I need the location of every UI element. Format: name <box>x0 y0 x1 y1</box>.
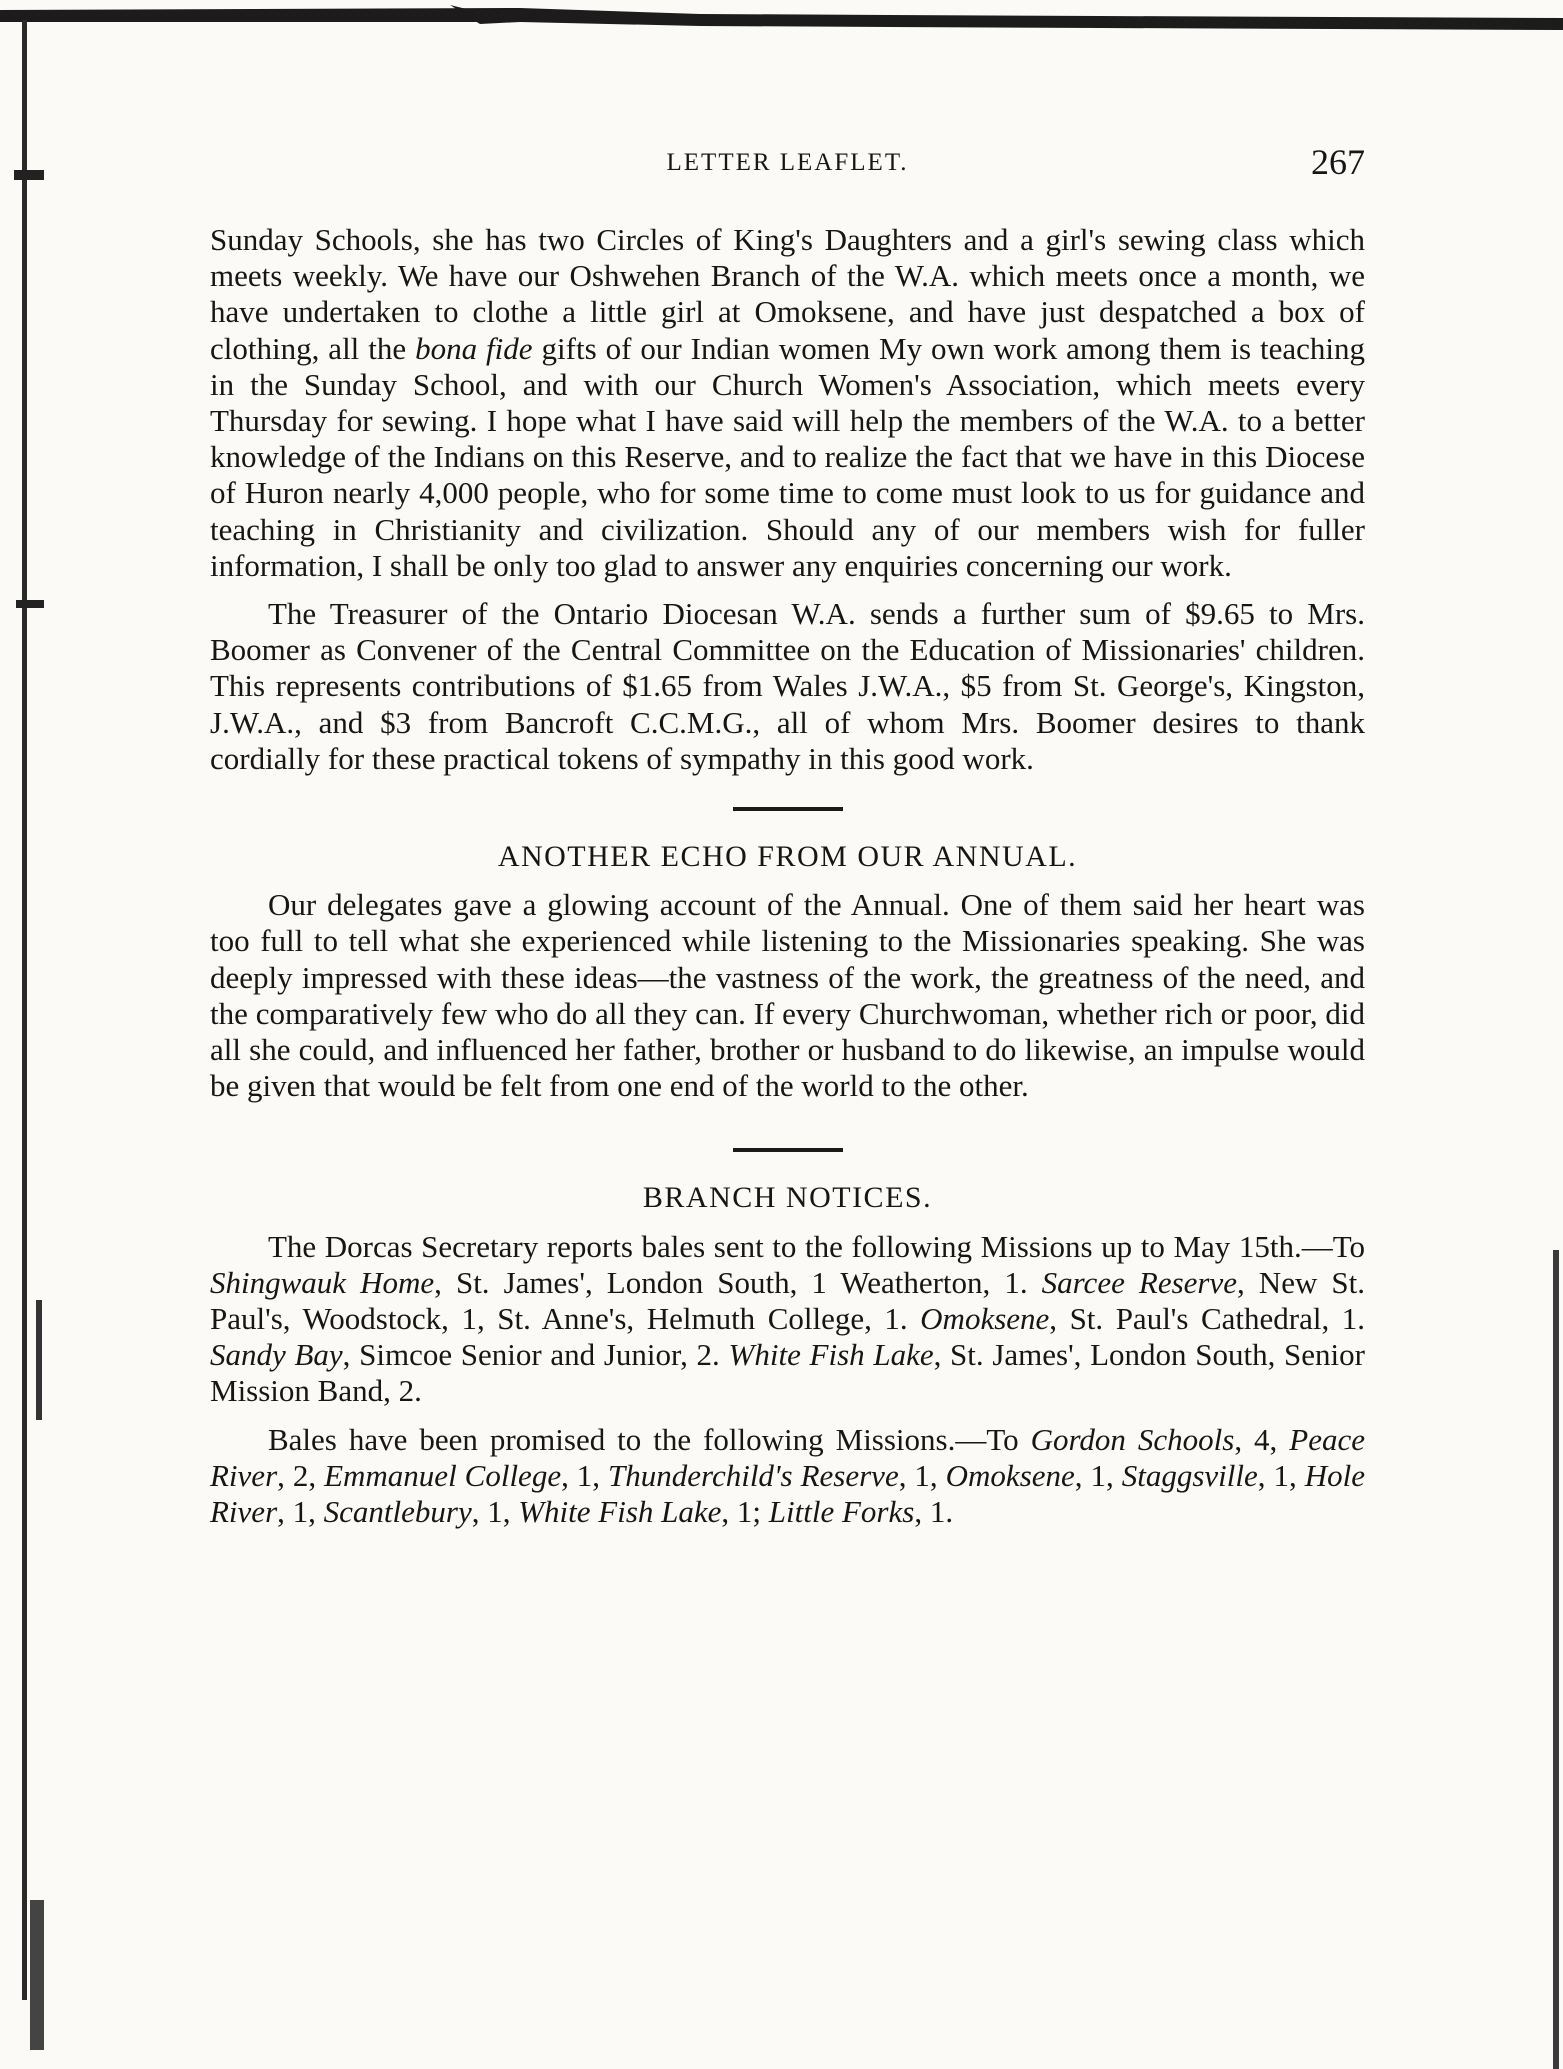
mission-name: Shingwauk Home <box>210 1264 435 1300</box>
notice-text: , 1; <box>721 1494 769 1530</box>
right-page-edge <box>1543 1250 1563 2069</box>
mission-name: Sarcee Reserve <box>1041 1264 1237 1300</box>
notice-text: , 1, <box>561 1457 609 1493</box>
mission-name: Thunderchild's Reserve <box>608 1457 899 1493</box>
mission-name: Little Forks <box>768 1494 915 1530</box>
mission-name: White Fish Lake <box>728 1337 934 1373</box>
continued-paragraph <box>210 222 1365 584</box>
page-body <box>210 222 1365 1530</box>
mission-name: Peace River <box>210 1421 1365 1493</box>
section-title-another-echo: ANOTHER ECHO FROM OUR ANNUAL. <box>497 840 1078 874</box>
mission-name: Omoksene <box>920 1301 1050 1337</box>
top-border-rule <box>0 0 1563 40</box>
treasurer-paragraph: The Treasurer of the Ontario Diocesan W.A. sends a further sum of $9.65 to Mrs. Boomer as Convener of the Central Committee on the Education of Missionaries' children. This represents contributions of $1.65 from Wales J.W.A., $5 from St. George's, Kingston, J.W.A., and $3 from Bancroft C.C.M.G., all of whom Mrs. Boomer desires to thank cordially for these practical tokens of sympathy in this good work. <box>210 596 1365 776</box>
notice-text: , New St. Paul's, Woodstock, 1, St. Anne's, Helmuth College, 1. <box>210 1264 1366 1337</box>
notice-text: , 2, <box>277 1457 325 1493</box>
notice-text: , 1, <box>277 1494 324 1530</box>
notice-text: , 1. <box>914 1494 954 1530</box>
notice-text: , Simcoe Senior and Junior, 2. <box>342 1337 729 1373</box>
mission-name: Scantlebury <box>323 1494 472 1530</box>
notice-text: , St. James', London South, 1 Weatherton, 1. <box>434 1264 1042 1300</box>
notice-text: , 1, <box>898 1457 946 1493</box>
left-binding-edge <box>0 0 70 2069</box>
mission-name: Staggsville <box>1121 1457 1258 1493</box>
mission-name: Gordon Schools <box>1030 1421 1235 1457</box>
notice-text: The Dorcas Secretary reports bales sent to the following Missions up to May 15th.—To <box>268 1228 1365 1264</box>
notice-text: Bales have been promised to the following Missions.—To <box>268 1421 1031 1457</box>
mission-name: Sandy Bay <box>210 1337 343 1373</box>
notice-text: , 1, <box>1257 1457 1305 1493</box>
branch-notices-promised-paragraph <box>210 1422 1365 1531</box>
notice-text: , 1, <box>1074 1457 1122 1493</box>
notice-text: , St. James', London South, Senior Mission Band, 2. <box>210 1337 1365 1409</box>
notice-text: , 4, <box>1234 1421 1290 1457</box>
notice-text: , 1, <box>471 1494 519 1530</box>
page-number: 267 <box>1311 142 1365 182</box>
running-title: LETTER LEAFLET. <box>666 149 909 176</box>
continued-paragraph-end: gifts of our Indian women My own work among them is teaching in the Sunday School, and with our Church Women's Association, which meets every Thursday for sewing. I hope what I have said will help the members of the W.A. to a better knowledge of the Indians on this Reserve, and to realize the fact that we have in this Diocese of Huron nearly 4,000 people, who for some time to come must look to us for guidance and teaching in Christianity and civilization. Should any of our members wish for fuller information, I shall be only too glad to answer any enquiries concerning our work. <box>210 330 1365 583</box>
continued-paragraph-start: Sunday Schools, she has two Circles of King's Daughters and a girl's sewing class which meets weekly. We have our Oshwehen Branch of the W.A. which meets once a month, we have undertaken to clothe a little girl at Omoksene, and have just despatched a box of clothing, all the <box>210 222 1365 366</box>
mission-name: Hole River <box>210 1457 1365 1530</box>
notice-text: , St. Paul's Cathedral, 1. <box>1049 1301 1365 1337</box>
section-divider <box>733 807 843 811</box>
another-echo-paragraph: Our delegates gave a glowing account of the Annual. One of them said her heart was too full to tell what she experienced while listening to the Missionaries speaking. She was deeply impressed with these ideas—the vastness of the work, the greatness of the need, and the comparatively few who do all they can. If every Churchwoman, whether rich or poor, did all she could, and influenced her father, brother or husband to do likewise, an impulse would be given that would be felt from one end of the world to the other. <box>210 887 1365 1104</box>
mission-name: Emmanuel College <box>324 1457 562 1493</box>
section-divider <box>733 1148 843 1152</box>
mission-name: Omoksene <box>945 1457 1075 1493</box>
branch-notices-dorcas-paragraph <box>210 1229 1365 1410</box>
mission-name: White Fish Lake <box>518 1494 722 1530</box>
continued-paragraph-italic: bona fide <box>415 330 533 366</box>
section-title-branch-notices: BRANCH NOTICES. <box>642 1181 933 1215</box>
page-header <box>210 142 1365 185</box>
